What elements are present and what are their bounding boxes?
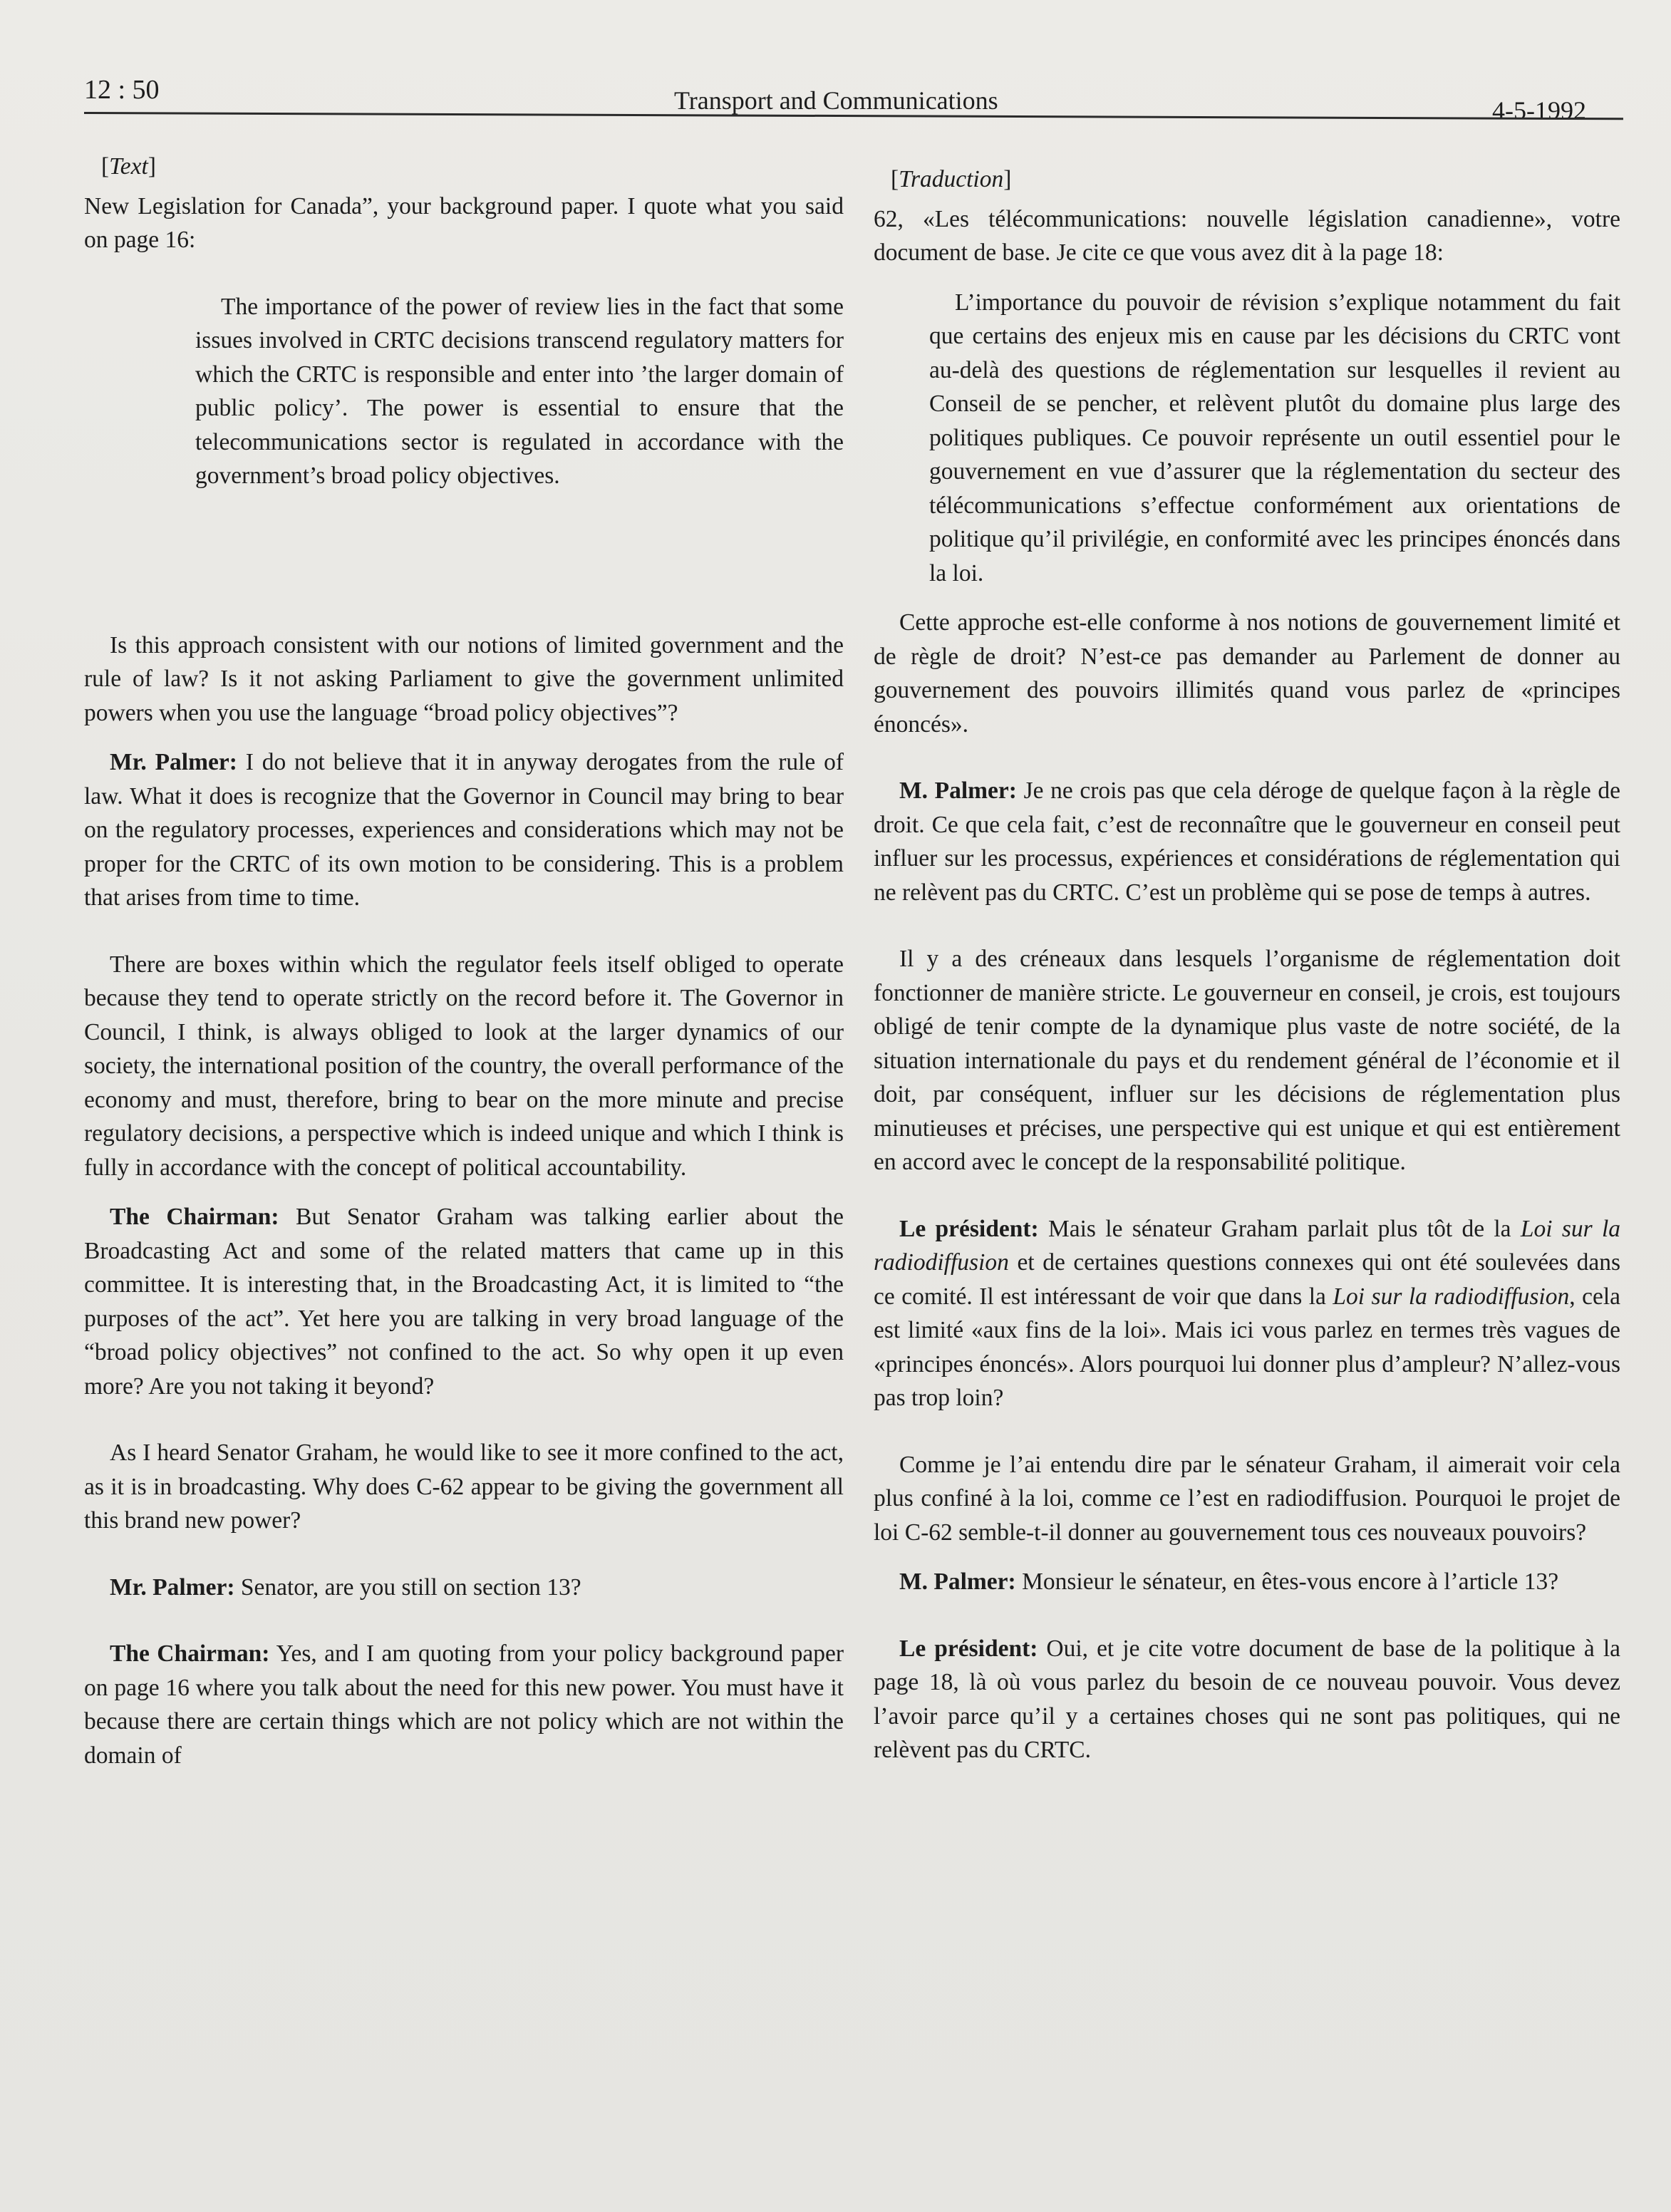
quoted-passage: L’importance du pouvoir de révision s’explique notamment du fait que certains des enjeux mis en cause par les décisions du CRTC vont au-delà des questions de réglementation sur lesquelles il revient au Conseil de se pencher, et relèvent plutôt du domaine plus large des politiques publiques. Ce pouvoir représente un outil essentiel pour le gouvernement en vue d’assurer que la réglementation du secteur des télécommunications s’effectue conformément aux orientations de politique qu’il privilégie, en conformité avec les principes énoncés dans la loi.: [929, 289, 1620, 586]
speaker-name: M. Palmer:: [899, 777, 1017, 804]
speaker-name: Mr. Palmer:: [110, 1573, 235, 1601]
speech-text: Mais le sénateur Graham parlait plus tôt de la: [1047, 1215, 1511, 1242]
quoted-passage: The importance of the power of review lies in the fact that some issues involved in CRTC decisions transcend regulatory matters for which the CRTC is responsible and enter into ’the larger domain of public policy’. The power is essential to ensure that the telecommunications sector is regulated in accordance with the government’s broad policy objectives.: [195, 293, 844, 489]
palmer-response: [874, 774, 1620, 909]
speech-text: Je ne crois pas que cela déroge de quelque façon à la règle de droit. Ce que cela fait, c’est de reconnaître que le gouverneur en conseil peut influer sur les processus, expériences et considérations de réglementation qui ne relèvent pas du CRTC. C’est un problème qui se pose de temps à autres.: [874, 777, 1620, 906]
chairman-remark: [84, 1200, 844, 1403]
chairman-continuation: Comme je l’ai entendu dire par le sénateur Graham, il aimerait voir cela plus confiné à la loi, comme ce l’est en radiodiffusion. Pourquoi le projet de loi C-62 semble-t-il donner au gouvernement tous ces nouveaux pouvoirs?: [874, 1451, 1620, 1546]
palmer-continuation: Il y a des créneaux dans lesquels l’organisme de réglementation doit fonctionner de manière stricte. Le gouverneur en conseil, je crois, est toujours obligé de tenir compte de la dynamique plus vaste de notre société, de la situation internationale du pays et du rendement général de l’économie et il doit, par conséquent, influer sur les décisions de réglementation plus minutieuses et précises, une perspective qui est unique et qui est entièrement en accord avec le concept de la responsabilité politique.: [874, 946, 1620, 1175]
palmer-question: [84, 1571, 844, 1605]
speaker-name: Mr. Palmer:: [110, 749, 237, 775]
speech-text: Senator, are you still on section 13?: [240, 1573, 581, 1601]
act-title: Loi sur la radiodiffusion: [874, 1215, 1621, 1276]
text-tag-label: Text: [109, 153, 148, 180]
translation-tag-label: Traduction: [899, 166, 1004, 192]
speaker-name: The Chairman:: [110, 1640, 270, 1667]
question-paragraph: Is this approach consistent with our notions of limited government and the rule of law? Is it not asking Parliament to give the government unlimited powers when you use the language “broad policy objectives”?: [84, 631, 844, 726]
speaker-name: The Chairman:: [110, 1204, 279, 1230]
act-title: Loi sur la radiodiffusion: [1333, 1283, 1570, 1310]
page-reference: 12 : 50: [84, 75, 160, 105]
speech-text: et de certaines questions connexes qui ont été soulevées dans ce comité. Il est intéressant de voir que dans la: [874, 1249, 1620, 1310]
chairman-reply: [874, 1632, 1620, 1767]
speech-text: But Senator Graham was talking earlier about the Broadcasting Act and some of the related matters that came up in this committee. It is interesting that, in the Broadcasting Act, it is limited to “the purposes of the act”. Yet here you are talking in very broad language of the “broad policy objectives” not confined to the act. So why open it up even more? Are you not taking it beyond?: [84, 1204, 844, 1400]
intro-paragraph: 62, «Les télécommunications: nouvelle législation canadienne», votre document de base. Je cite ce que vous avez dit à la page 18:: [874, 205, 1620, 266]
chairman-reply: [84, 1637, 844, 1772]
palmer-continuation: There are boxes within which the regulator feels itself obliged to operate because they tend to operate strictly on the record before it. The Governor in Council, I think, is always obliged to look at the larger dynamics of our society, the international position of the country, the overall performance of the economy and must, therefore, bring to bear on the more minute and precise regulatory decisions, a perspective which is indeed unique and which I think is fully in accordance with the concept of political accountability.: [84, 951, 844, 1181]
speaker-name: Le président:: [899, 1215, 1039, 1242]
speech-text: Monsieur le sénateur, en êtes-vous encore à l’article 13?: [1022, 1568, 1559, 1595]
palmer-question: [874, 1565, 1620, 1599]
running-title: Transport and Communications: [674, 86, 998, 115]
translation-tag: [Traduction]: [891, 166, 1012, 192]
speech-text: Oui, et je cite votre document de base de la politique à la page 18, là où vous parlez du besoin de ce nouveau pouvoir. Vous devez l’avoir parce qu’il y a certaines choses qui ne sont pas politiques, qui ne relèvent pas du CRTC.: [874, 1635, 1620, 1763]
speech-text: Yes, and I am quoting from your policy background paper on page 16 where you talk about the need for this new power. You must have it because there are certain things which are not policy which are not within the domain of: [84, 1640, 844, 1769]
chairman-continuation: As I heard Senator Graham, he would like to see it more confined to the act, as it is in broadcasting. Why does C-62 appear to be giving the government all this brand new power?: [84, 1440, 844, 1534]
question-paragraph: Cette approche est-elle conforme à nos notions de gouvernement limité et de règle de droit? N’est-ce pas demander au Parlement de donner au gouvernement des pouvoirs illimités quand vous parlez de «principes énoncés».: [874, 609, 1620, 738]
speaker-name: Le président:: [899, 1635, 1038, 1662]
palmer-response: [84, 745, 844, 915]
speech-text: I do not believe that it in anyway derogates from the rule of law. What it does is recognize that the Governor in Council may bring to bear on the regulatory processes, experiences and considerations which may not be proper for the CRTC of its own motion to be considering. This is a problem that arises from time to time.: [84, 749, 844, 911]
intro-paragraph: New Legislation for Canada”, your background paper. I quote what you said on page 16:: [84, 192, 844, 253]
speech-text: , cela est limité «aux fins de la loi». Mais ici vous parlez en termes très vagues de «principes énoncés». Alors pourquoi lui donner plus d’ampleur? N’allez-vous pas trop loin?: [874, 1283, 1620, 1411]
speaker-name: M. Palmer:: [899, 1568, 1016, 1595]
french-column: [874, 162, 1620, 1767]
chairman-remark: [874, 1212, 1620, 1415]
text-tag: [Text]: [101, 153, 156, 180]
english-column: [84, 150, 844, 1772]
header-date: 4-5-1992: [1492, 96, 1586, 125]
